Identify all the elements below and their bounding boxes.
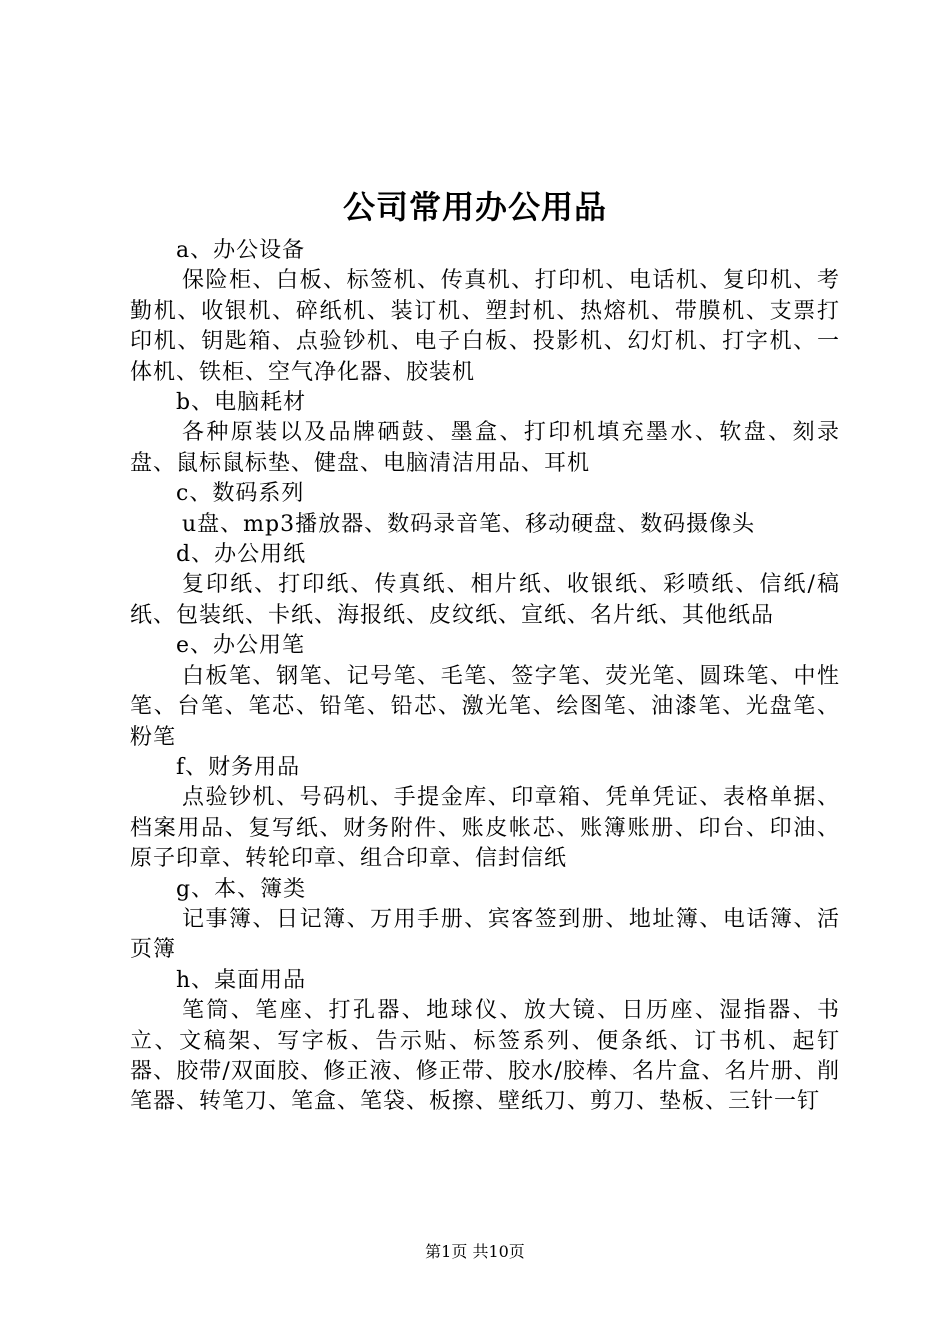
section-text-b: 各种原装以及品牌硒鼓、墨盒、打印机填充墨水、软盘、刻录盘、鼠标鼠标垫、健盘、电脑清洁用品、耳机 bbox=[130, 420, 840, 476]
section-text-e: 白板笔、钢笔、记号笔、毛笔、签字笔、荧光笔、圆珠笔、中性笔、台笔、笔芯、铅笔、铅芯、激光笔、绘图笔、油漆笔、光盘笔、粉笔 bbox=[130, 663, 840, 750]
section-text-f: 点验钞机、号码机、手提金库、印章箱、凭单凭证、表格单据、档案用品、复写纸、财务附件、账皮帐芯、账簿账册、印台、印油、原子印章、转轮印章、组合印章、信封信纸 bbox=[130, 785, 840, 872]
section-text-d: 复印纸、打印纸、传真纸、相片纸、收银纸、彩喷纸、信纸/稿纸、包装纸、卡纸、海报纸、皮纹纸、宣纸、名片纸、其他纸品 bbox=[130, 572, 840, 628]
document-body bbox=[130, 236, 840, 1118]
section-heading-h: h、桌面用品 bbox=[176, 967, 307, 993]
page-title: 公司常用办公用品 bbox=[342, 188, 607, 226]
section-heading-b: b、电脑耗材 bbox=[176, 390, 307, 416]
page-number: 第1页 共10页 bbox=[425, 1242, 525, 1261]
section-heading-e: e、办公用笔 bbox=[176, 633, 306, 659]
section-heading-d: d、办公用纸 bbox=[176, 542, 307, 568]
section-heading-f: f、财务用品 bbox=[176, 754, 301, 780]
section-text-g: 记事簿、日记簿、万用手册、宾客签到册、地址簿、电话簿、活页簿 bbox=[130, 906, 840, 963]
section-heading-g: g、本、簿类 bbox=[176, 876, 307, 902]
section-text-h: 笔筒、笔座、打孔器、地球仪、放大镜、日历座、湿指器、书立、文稿架、写字板、告示贴、标签系列、便条纸、订书机、起钉器、胶带/双面胶、修正液、修正带、胶水/胶棒、名片盒、名片册、削笔器、转笔刀、笔盒、笔袋、板擦、壁纸刀、剪刀、垫板、三针一钉 bbox=[130, 998, 840, 1115]
section-text-c: u盘、mp3播放器、数码录音笔、移动硬盘、数码摄像头 bbox=[182, 511, 756, 537]
section-text-a: 保险柜、白板、标签机、传真机、打印机、电话机、复印机、考勤机、收银机、碎纸机、装订机、塑封机、热熔机、带膜机、支票打印机、钥匙箱、点验钞机、电子白板、投影机、幻灯机、打字机、一体机、铁柜、空气净化器、胶装机 bbox=[130, 268, 840, 385]
section-heading-a: a、办公设备 bbox=[176, 238, 306, 263]
section-heading-c: c、数码系列 bbox=[176, 481, 305, 507]
